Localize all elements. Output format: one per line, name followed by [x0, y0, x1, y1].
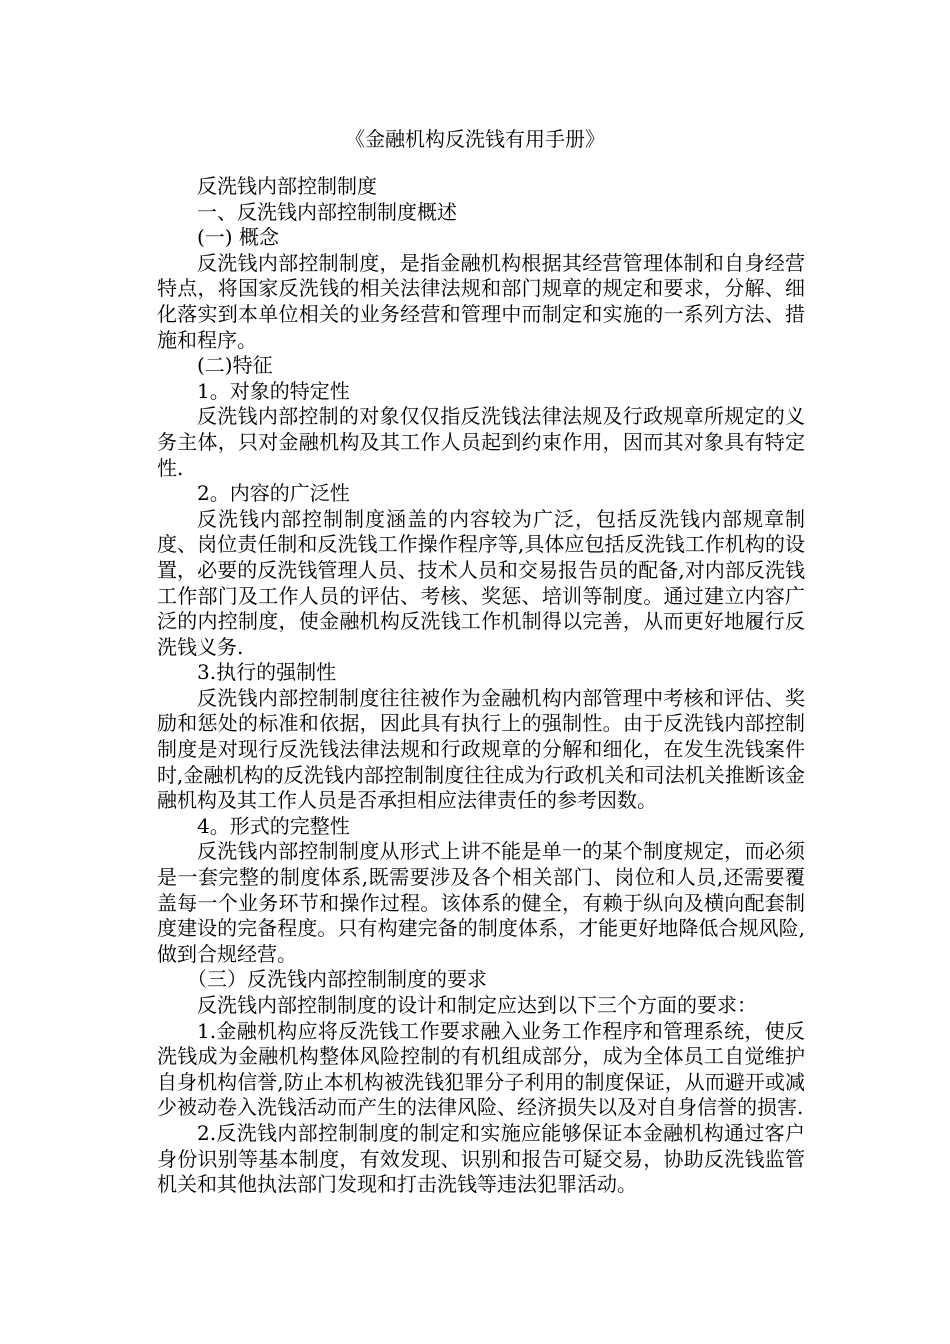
section-heading: 一、反洗钱内部控制制度概述 [197, 199, 457, 224]
document-title: 《金融机构反洗钱有用手册》 [345, 127, 605, 151]
section-heading: 反洗钱内部控制制度 [197, 174, 377, 198]
subsection-heading: （三）反洗钱内部控制制度的要求 [187, 967, 487, 992]
subsection-heading: (二)特征 [197, 353, 273, 378]
body-paragraph: 反洗钱内部控制制度，是指金融机构根据其经营管理体制和自身经营特点，将国家反洗钱的相关法律法规和部门规章的规定和要求，分解、细化落实到本单位相关的业务经营和管理中而制定和实施的一系列方法、措施和程序。 [157, 250, 805, 352]
body-paragraph: 反洗钱内部控制的对象仅仅指反洗钱法律法规及行政规章所规定的义务主体，只对金融机构及其工作人员起到约束作用，因而其对象具有特定性. [157, 404, 805, 480]
body-paragraph: 反洗钱内部控制制度涵盖的内容较为广泛，包括反洗钱内部规章制度、岗位责任制和反洗钱工作操作程序等,具体应包括反洗钱工作机构的设置，必要的反洗钱管理人员、技术人员和交易报告员的配备,对内部反洗钱工作部门及工作人员的评估、考核、奖惩、培训等制度。通过建立内容广泛的内控制度，使金融机构反洗钱工作机制得以完善，从而更好地履行反洗钱义务. [157, 506, 805, 659]
body-paragraph: 反洗钱内部控制制度从形式上讲不能是单一的某个制度规定，而必须是一套完整的制度体系,既需要涉及各个相关部门、岗位和人员,还需要覆盖每一个业务环节和操作过程。该体系的健全，有赖于纵向及横向配套制度建设的完备程度。只有构建完备的制度体系，才能更好地降低合规风险,做到合规经营。 [157, 839, 805, 966]
subsection-heading: (一) 概念 [197, 225, 279, 250]
body-paragraph: 反洗钱内部控制制度往往被作为金融机构内部管理中考核和评估、奖励和惩处的标准和依据，因此具有执行上的强制性。由于反洗钱内部控制制度是对现行反洗钱法律法规和行政规章的分解和细化，在发生洗钱案件时,金融机构的反洗钱内部控制制度往往成为行政机关和司法机关推断该金融机构及其工作人员是否承担相应法律责任的参考因数。 [157, 685, 805, 813]
item-heading: 2。内容的广泛性 [197, 481, 350, 506]
item-heading: 3.执行的强制性 [197, 660, 337, 685]
item-heading: 4。形式的完整性 [197, 813, 350, 838]
document-body [157, 174, 805, 1198]
body-paragraph: 1.金融机构应将反洗钱工作要求融入业务工作程序和管理系统，使反洗钱成为金融机构整体风险控制的有机组成部分，成为全体员工自觉维护自身机构信誉,防止本机构被洗钱犯罪分子利用的制度保证，从而避开或减少被动卷入洗钱活动而产生的法律风险、经济损失以及对自身信誉的损害. [157, 1018, 805, 1120]
body-paragraph: 2.反洗钱内部控制制度的制定和实施应能够保证本金融机构通过客户身份识别等基本制度，有效发现、识别和报告可疑交易，协助反洗钱监管机关和其他执法部门发现和打击洗钱等违法犯罪活动。 [157, 1120, 805, 1197]
body-paragraph: 反洗钱内部控制制度的设计和制定应达到以下三个方面的要求： [197, 993, 757, 1017]
item-heading: 1。对象的特定性 [197, 378, 350, 403]
